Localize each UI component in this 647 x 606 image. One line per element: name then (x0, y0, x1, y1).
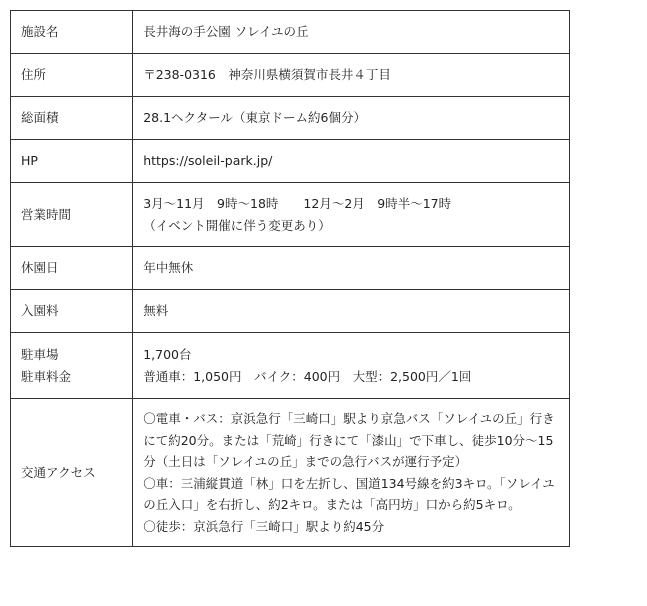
table-row-facility-name (11, 11, 570, 54)
hours-line: 3月～11月 9時～18時 12月～2月 9時半～17時 (143, 196, 452, 211)
row-label (11, 333, 133, 399)
table-row-admission (11, 290, 570, 333)
homepage-link[interactable]: https://soleil-park.jp/ (133, 140, 570, 183)
table-row-parking (11, 333, 570, 399)
row-value (133, 399, 570, 547)
row-value: 長井海の手公園 ソレイユの丘 (133, 11, 570, 54)
table-row-address (11, 54, 570, 97)
row-label: HP (11, 140, 133, 183)
parking-label: 駐車場 (21, 347, 59, 362)
row-value (133, 183, 570, 247)
table-row-homepage (11, 140, 570, 183)
row-label: 休園日 (11, 247, 133, 290)
row-value: 年中無休 (133, 247, 570, 290)
table-row-closed-days (11, 247, 570, 290)
hours-note: （イベント開催に伴う変更あり） (143, 217, 331, 233)
row-value: 無料 (133, 290, 570, 333)
row-value: 28.1ヘクタール（東京ドーム約6個分） (133, 97, 570, 140)
row-label: 入園料 (11, 290, 133, 333)
access-walk: 〇徒歩：京浜急行「三崎口」駅より約45分 (143, 518, 385, 534)
row-label: 営業時間 (11, 183, 133, 247)
row-value (133, 333, 570, 399)
row-label: 施設名 (11, 11, 133, 54)
parking-capacity: 1,700台 (143, 347, 192, 362)
table-row-total-area (11, 97, 570, 140)
access-car: 〇車：三浦縦貫道「林」口を左折し、国道134号線を約3キロ。「ソレイユの丘入口」を右折し、約2キロ。または「高円坊」口から約5キロ。 (143, 475, 555, 512)
parking-fee-label: 駐車料金 (21, 368, 72, 384)
row-value: 〒238-0316 神奈川県横須賀市長井４丁目 (133, 54, 570, 97)
access-train-bus: 〇電車・バス：京浜急行「三崎口」駅より京急バス「ソレイユの丘」行きにて約20分。または「荒崎」行きにて「漆山」で下車し、徒歩10分～15分（土日は「ソレイユの丘」までの急行バスが運行予定） (143, 411, 555, 469)
row-label: 住所 (11, 54, 133, 97)
parking-fees: 普通車：1,050円 バイク：400円 大型：2,500円／1回 (143, 368, 472, 384)
facility-info-table (10, 10, 570, 547)
table-row-access (11, 399, 570, 547)
table-row-hours (11, 183, 570, 247)
row-label: 交通アクセス (11, 399, 133, 547)
row-label: 総面積 (11, 97, 133, 140)
